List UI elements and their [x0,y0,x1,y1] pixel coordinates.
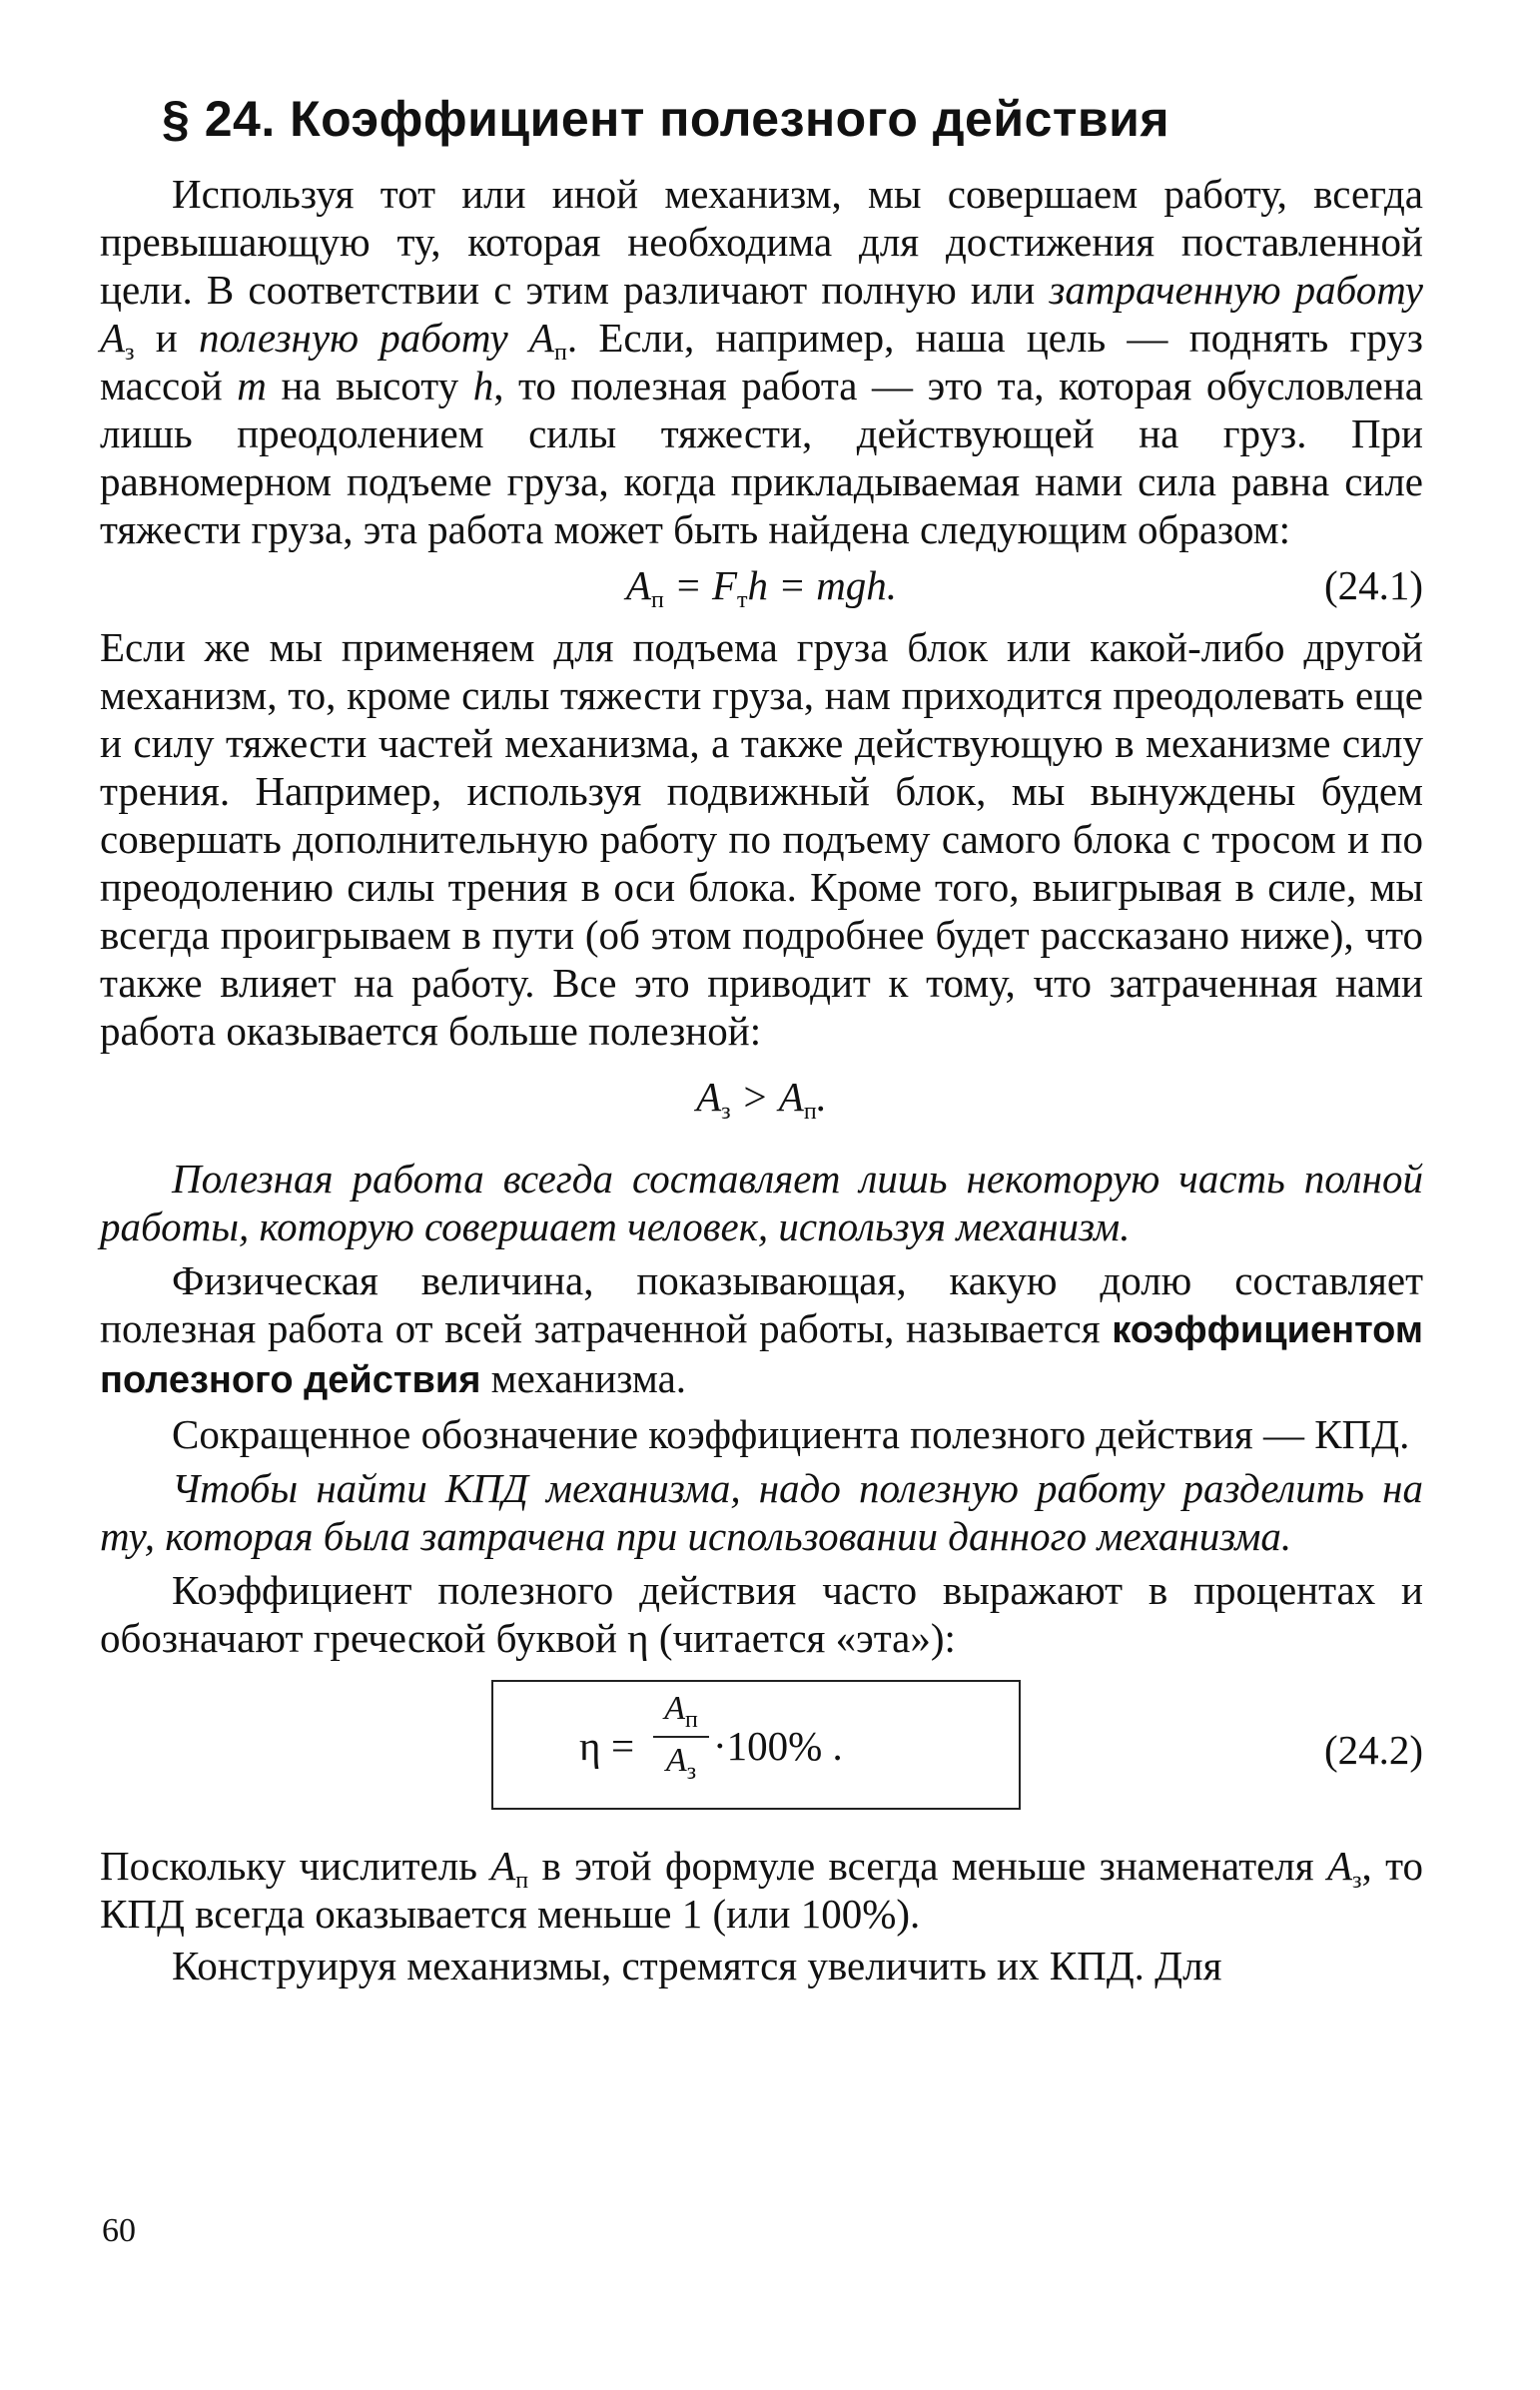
subscript: п [515,1868,529,1894]
variable-m: m [237,363,267,408]
text: , то КПД всегда оказывается меньше 1 (или 100%). [100,1843,1423,1937]
subscript: п [803,1099,817,1125]
symbol: A [665,1742,687,1779]
text: полезную работу A [199,315,554,361]
subscript: з [1352,1868,1362,1894]
paragraph-4: Сокращенное обозначение коэффициента полезного действия — КПД. [172,1411,1410,1457]
text: и [134,315,200,361]
variable-h: h [472,363,494,408]
subscript: п [684,1707,698,1733]
text: , то полезная работа — это та, которая обусловлена лишь преодолением силы тяжести, действующей на груз. При равномерном подъеме груза, когда прикладываемая нами сила равна силе тяжести груза, эта работа может быть найдена следующим образом: [100,363,1423,552]
numerator [653,1690,709,1732]
symbol: . [816,1074,827,1120]
text: Поскольку числитель [100,1843,491,1889]
formula-24-1 [100,553,1423,623]
formula-box [491,1680,1021,1810]
symbol: h = mgh. [747,562,898,608]
page-number: 60 [102,2212,136,2249]
symbol: A [778,1074,804,1120]
text: затраченную работу A [100,267,1423,361]
text: на высоту [266,363,473,408]
formula-24-2 [100,1680,1423,1830]
formula-number: (24.2) [1323,1727,1423,1773]
paragraph-3 [100,1256,1423,1404]
symbol: A [664,1690,685,1727]
page-content [100,90,1423,1990]
text: в этой формуле всегда меньше знаменателя [528,1843,1327,1889]
paragraph-5: Коэффициент полезного действия часто выражают в процентах и обозначают греческой буквой η (читается «эта»): [100,1567,1423,1661]
equals-sign: = [611,1723,635,1769]
symbol: A [696,1074,722,1120]
inequality [100,1055,1423,1155]
fraction [653,1690,709,1785]
subscript: з [686,1759,697,1785]
paragraph-6 [100,1842,1423,1938]
symbol: A [1326,1843,1353,1889]
paragraph-2: Если же мы применяем для подъема груза блок или какой-либо другой механизм, то, кроме силы тяжести груза, нам приходится преодолевать еще и силу тяжести частей механизма, а также действующую в механизме силу трения. Например, используя подвижный блок, мы вынуждены будем совершать дополнительную работу по подъему самого блока с тросом и по преодолению силы трения в оси блока. Кроме того, выигрывая в силе, мы всегда проигрываем в пути (об этом подробнее будет рассказано ниже), что также влияет на работу. Все это приводит к тому, что затраченная нами работа оказывается больше полезной: [100,624,1423,1054]
symbol: > [730,1074,779,1120]
formula-body [100,561,1423,613]
paragraph-1 [100,170,1423,553]
multiplier: ·100% . [713,1723,843,1769]
subscript: з [721,1099,731,1125]
subscript: п [553,340,567,366]
formula-number: (24.1) [1323,562,1423,608]
symbol: A [490,1843,516,1889]
subscript: з [125,340,135,366]
rule-2: Чтобы найти КПД механизма, надо полезную работу разделить на ту, которая была затрачена при использовании данного механизма. [100,1465,1423,1559]
subscript: т [737,587,748,613]
bold-term: коэффициентом полезного действия [100,1309,1423,1401]
fraction-bar [653,1736,709,1738]
text: механизма. [480,1355,687,1401]
text: Физическая величина, показывающая, какую долю составляет полезная работа от всей затраченной работы, называется [100,1257,1423,1351]
symbol: A [625,562,651,608]
paragraph-7: Конструируя механизмы, стремятся увеличить их КПД. Для [172,1943,1222,1989]
rule-1: Полезная работа всегда составляет лишь некоторую часть полной работы, которую совершает человек, используя механизм. [100,1156,1423,1249]
text: . Если, например, наша цель — поднять груз массой [100,315,1423,408]
section-title: § 24. Коэффициент полезного действия [162,91,1170,147]
eta-symbol: η [579,1723,601,1769]
subscript: п [650,587,664,613]
symbol: = F [663,562,738,608]
denominator [653,1742,709,1785]
text: Используя тот или иной механизм, мы совершаем работу, всегда превышающую ту, которая необходима для достижения поставленной цели. В соответствии с этим различают полную или [100,171,1423,313]
